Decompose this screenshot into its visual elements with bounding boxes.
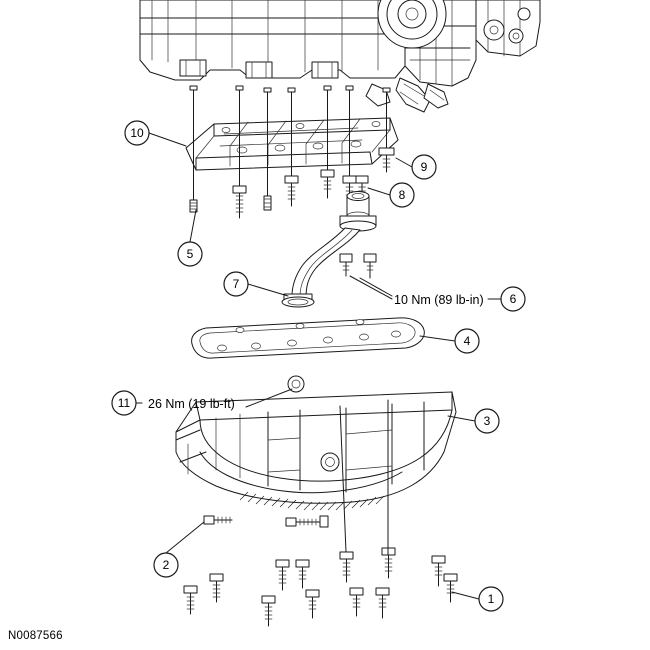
- callout-label: 10: [130, 126, 144, 140]
- callout-label: 11: [117, 396, 131, 410]
- callout-11[interactable]: [112, 391, 136, 415]
- callout-2[interactable]: [154, 553, 178, 577]
- callout-label: 4: [463, 334, 471, 348]
- callout-6[interactable]: [501, 287, 525, 311]
- callout-10[interactable]: [125, 121, 149, 145]
- torque-spec-10nm: 10 Nm (89 lb-in): [394, 293, 484, 307]
- callout-label: 7: [232, 277, 240, 291]
- torque-spec-26nm: 26 Nm (19 lb-ft): [148, 397, 235, 411]
- callout-label: 2: [162, 558, 170, 572]
- callout-label: 9: [420, 160, 428, 174]
- callout-9[interactable]: [412, 155, 436, 179]
- callout-5[interactable]: [178, 242, 202, 266]
- callout-label: 8: [398, 188, 406, 202]
- callout-label: 1: [487, 592, 495, 606]
- figure-id-label: N0087566: [8, 630, 63, 642]
- callout-label: 3: [483, 414, 491, 428]
- callout-7[interactable]: [224, 272, 248, 296]
- callout-1[interactable]: [479, 587, 503, 611]
- callout-label: 6: [509, 292, 517, 306]
- callout-3[interactable]: [475, 409, 499, 433]
- callout-label: 5: [186, 247, 194, 261]
- callout-8[interactable]: [390, 183, 414, 207]
- callout-4[interactable]: [455, 329, 479, 353]
